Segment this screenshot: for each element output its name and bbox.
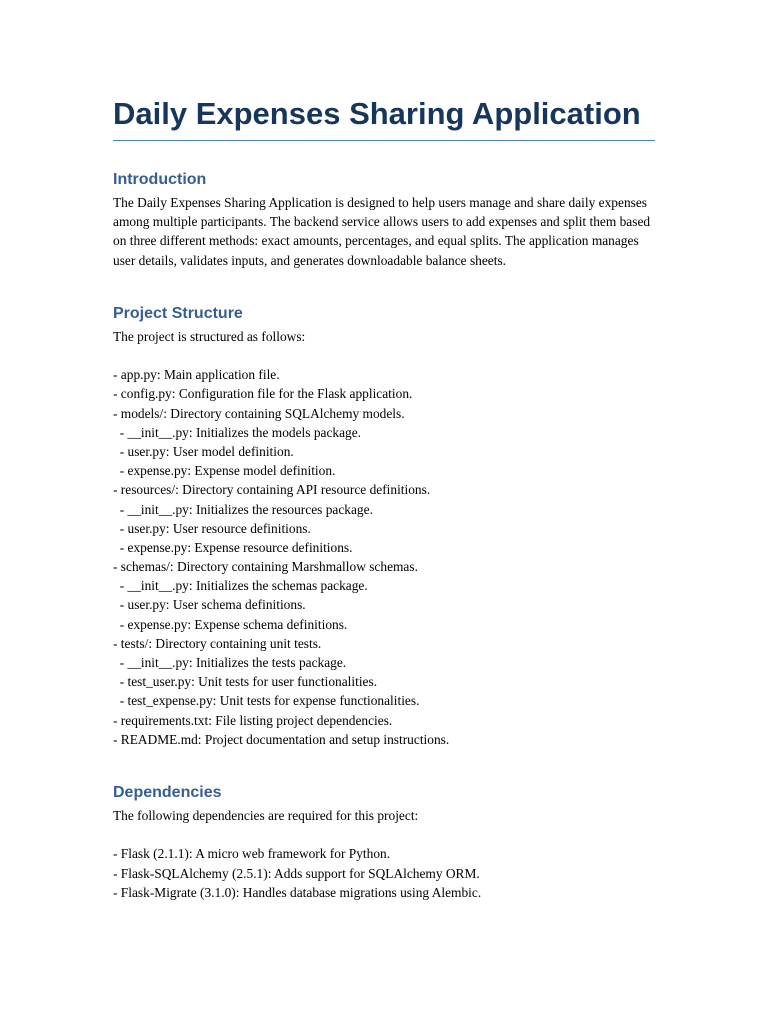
- list-item: - expense.py: Expense schema definitions.: [113, 616, 348, 632]
- list-item: - __init__.py: Initializes the tests package.: [113, 655, 347, 670]
- project-structure-lead: The project is structured as follows:: [113, 328, 306, 344]
- list-item: - test_user.py: Unit tests for user functionalities.: [113, 674, 378, 690]
- introduction-heading: Introduction: [113, 171, 207, 188]
- list-item: - expense.py: Expense resource definitions.: [113, 539, 353, 555]
- list-item: - Flask-Migrate (3.1.0): Handles database migrations using Alembic.: [113, 884, 482, 900]
- list-item: - Flask-SQLAlchemy (2.5.1): Adds support for SQLAlchemy ORM.: [113, 865, 480, 881]
- list-item: - resources/: Directory containing API resource definitions.: [113, 482, 431, 498]
- list-item: - models/: Directory containing SQLAlchemy models.: [113, 405, 405, 421]
- introduction-paragraph: The Daily Expenses Sharing Application is designed to help users manage and share daily expenses among multiple participants. The backend service allows users to add expenses and split them based on three different methods: exact amounts, percentages, and equal splits. The application manages user details, validates inputs, and generates downloadable balance sheets.: [113, 195, 651, 268]
- list-item: - requirements.txt: File listing project dependencies.: [113, 712, 393, 728]
- dependencies-lead: The following dependencies are required for this project:: [113, 807, 419, 823]
- project-structure-list: [113, 365, 655, 749]
- list-item: - config.py: Configuration file for the Flask application.: [113, 386, 413, 402]
- list-item: - README.md: Project documentation and setup instructions.: [113, 731, 450, 747]
- document-title: Daily Expenses Sharing Application: [113, 92, 655, 141]
- list-item: - user.py: User schema definitions.: [113, 597, 306, 613]
- document-page: [113, 92, 655, 902]
- project-structure-heading: Project Structure: [113, 304, 243, 322]
- list-item: - app.py: Main application file.: [113, 367, 280, 383]
- list-item: - tests/: Directory containing unit tests.: [113, 635, 322, 651]
- dependencies-heading: Dependencies: [113, 783, 222, 801]
- list-item: - user.py: User resource definitions.: [113, 520, 311, 536]
- dependencies-list: [113, 844, 655, 902]
- list-item: - expense.py: Expense model definition.: [113, 463, 336, 479]
- list-item: - __init__.py: Initializes the schemas package.: [113, 578, 368, 594]
- list-item: - schemas/: Directory containing Marshmallow schemas.: [113, 559, 418, 575]
- list-item: - Flask (2.1.1): A micro web framework for Python.: [113, 846, 391, 862]
- list-item: - user.py: User model definition.: [113, 443, 294, 459]
- list-item: - test_expense.py: Unit tests for expense functionalities.: [113, 693, 420, 709]
- list-item: - __init__.py: Initializes the models package.: [113, 424, 362, 440]
- list-item: - __init__.py: Initializes the resources package.: [113, 501, 373, 517]
